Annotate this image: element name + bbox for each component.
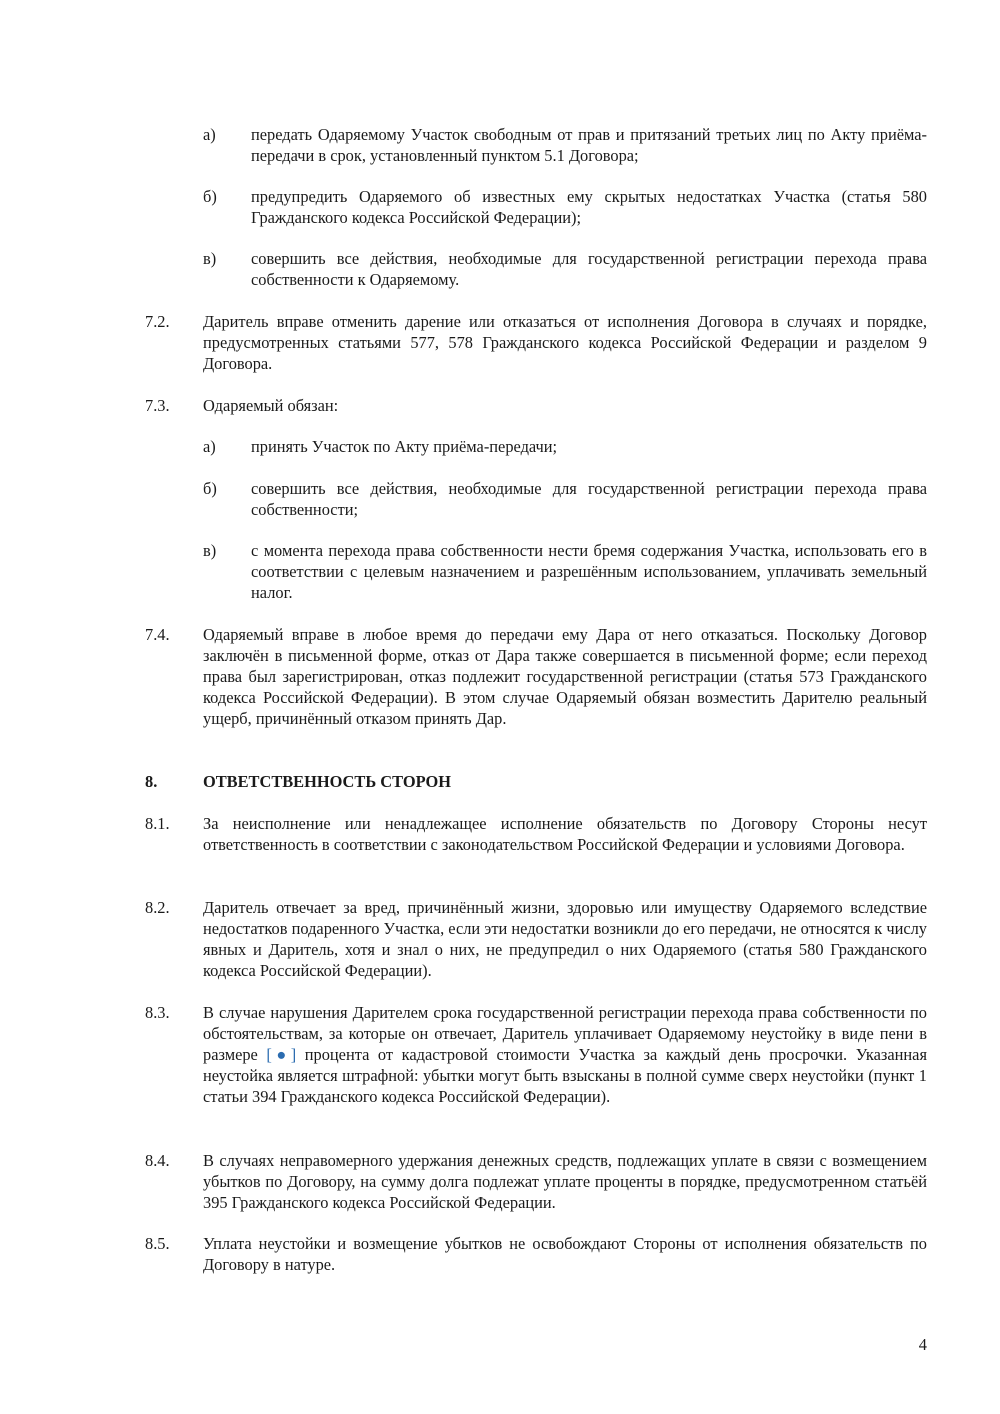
clause-number: 8.1.	[145, 814, 170, 833]
list-item	[203, 186, 927, 228]
clause-text-part: процента от кадастровой стоимости Участка за каждый день просрочки. Указанная неустойка является штрафной: убытки могут быть взысканы в полной сумме сверх неустойки (пункт 1 статьи 394 Гражданского кодекса Российской Федерации).	[203, 1045, 927, 1106]
item-text: совершить все действия, необходимые для государственной регистрации перехода права собственности;	[251, 479, 927, 519]
clause-text	[203, 1002, 927, 1107]
section-number: 8.	[145, 772, 158, 791]
section-title: ОТВЕТСТВЕННОСТЬ СТОРОН	[203, 772, 451, 791]
clause-7-3	[145, 395, 927, 416]
clause-7-4	[145, 624, 927, 729]
list-item	[203, 478, 927, 520]
clause-8-1	[145, 813, 927, 855]
clause-number: 7.3.	[145, 396, 170, 415]
clause-text-part: В случае нарушения Дарителем срока государственной регистрации перехода права собственности по обстоятельствам, за которые он отвечает, Даритель уплачивает Одаряемому неустойку в виде пени в размере	[203, 1003, 927, 1064]
list-item	[203, 540, 927, 603]
clause-number: 7.4.	[145, 625, 170, 644]
clause-number: 8.5.	[145, 1234, 170, 1253]
value-placeholder: [●]	[266, 1045, 297, 1064]
clause-text: За неисполнение или ненадлежащее исполнение обязательств по Договору Стороны несут ответственность в соответствии с законодательством Российской Федерации и условиями Договора.	[203, 814, 927, 854]
item-marker: в)	[203, 249, 217, 268]
clause-number: 8.4.	[145, 1151, 170, 1170]
item-marker: б)	[203, 187, 217, 206]
list-item	[203, 248, 927, 290]
list-item	[203, 436, 927, 457]
clause-8-5	[145, 1233, 927, 1275]
clause-text: Одаряемый вправе в любое время до передачи ему Дара от него отказаться. Поскольку Договор заключён в письменной форме, отказ от Дара также совершается в письменной форме; если переход права был зарегистрирован, отказ подлежит государственной регистрации (статья 573 Гражданского кодекса Российской Федерации). В этом случае Одаряемый обязан возместить Дарителю реальный ущерб, причинённый отказом принять Дар.	[203, 625, 927, 728]
section-heading	[145, 771, 927, 792]
clause-text: Даритель вправе отменить дарение или отказаться от исполнения Договора в случаях и порядке, предусмотренных статьями 577, 578 Гражданского кодекса Российской Федерации и разделом 9 Договора.	[203, 312, 927, 373]
clause-8-2	[145, 897, 927, 981]
item-marker: а)	[203, 125, 216, 144]
clause-number: 7.2.	[145, 312, 170, 331]
clause-7-2	[145, 311, 927, 374]
page-number: 4	[918, 1335, 927, 1354]
clause-text: В случаях неправомерного удержания денежных средств, подлежащих уплате в связи с возмещением убытков по Договору, на сумму долга подлежат уплате проценты в порядке, предусмотренном статьёй 395 Гражданского кодекса Российской Федерации.	[203, 1151, 927, 1212]
clause-8-4	[145, 1150, 927, 1213]
clause-number: 8.3.	[145, 1003, 170, 1022]
item-text: принять Участок по Акту приёма-передачи;	[251, 437, 558, 456]
item-text: с момента перехода права собственности нести бремя содержания Участка, использовать его в соответствии с целевым назначением и разрешённым использованием, уплачивать земельный налог.	[251, 541, 927, 602]
clause-text: Одаряемый обязан:	[203, 396, 339, 415]
item-text: передать Одаряемому Участок свободным от прав и притязаний третьих лиц по Акту приёма-передачи в срок, установленный пунктом 5.1 Договора;	[251, 125, 927, 165]
clause-number: 8.2.	[145, 898, 170, 917]
clause-text: Даритель отвечает за вред, причинённый жизни, здоровью или имуществу Одаряемого вследствие недостатков подаренного Участка, если эти недостатки возникли до его передачи, не относятся к числу явных и Даритель, хотя и знал о них, не предупредил о них Одаряемого (статья 580 Гражданского кодекса Российской Федерации).	[203, 898, 927, 980]
clause-text: Уплата неустойки и возмещение убытков не освобождают Стороны от исполнения обязательств по Договору в натуре.	[203, 1234, 927, 1274]
list-item	[203, 124, 927, 166]
item-marker: а)	[203, 437, 216, 456]
item-marker: б)	[203, 479, 217, 498]
clause-8-3	[145, 1002, 927, 1107]
item-text: совершить все действия, необходимые для государственной регистрации перехода права собственности к Одаряемому.	[251, 249, 927, 289]
item-text: предупредить Одаряемого об известных ему скрытых недостатках Участка (статья 580 Гражданского кодекса Российской Федерации);	[251, 187, 927, 227]
item-marker: в)	[203, 541, 217, 560]
